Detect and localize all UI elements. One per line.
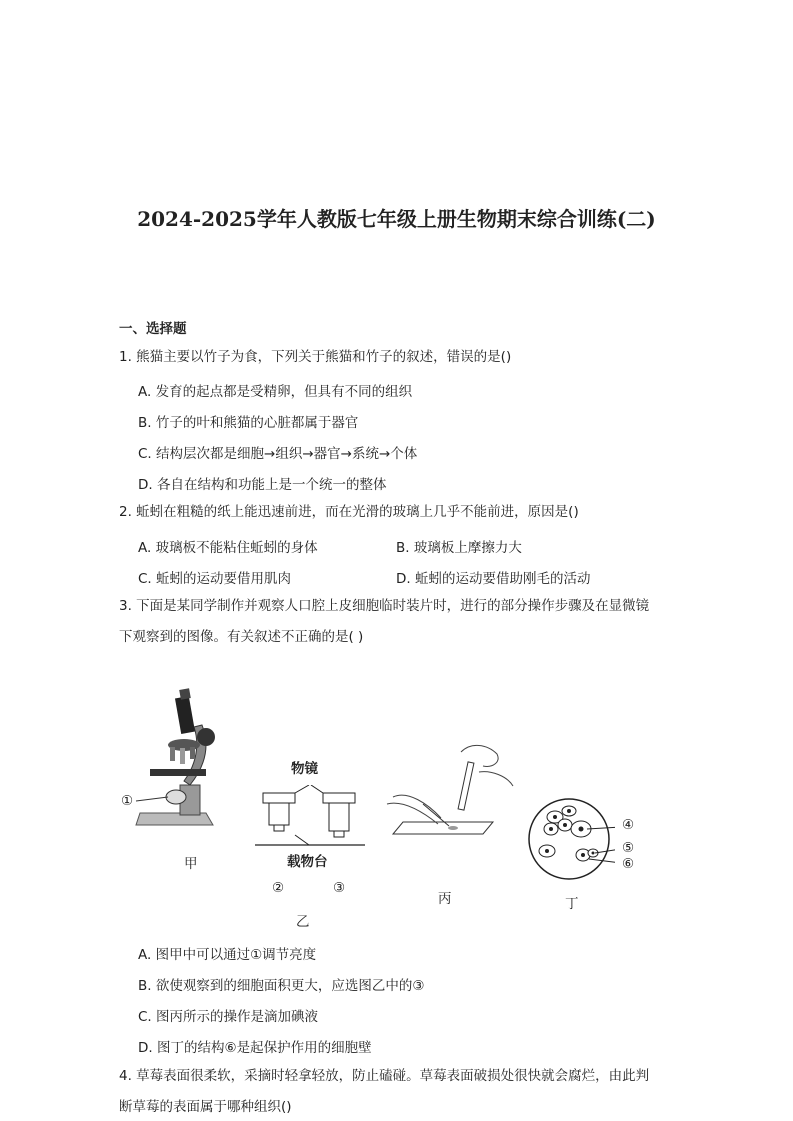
- question-1-option-b: B. 竹子的叶和熊猫的心脏都属于器官: [138, 415, 359, 431]
- question-1-option-d: D. 各自在结构和功能上是一个统一的整体: [138, 477, 387, 493]
- label-3: ③: [333, 880, 346, 896]
- question-1-option-c: C. 结构层次都是细胞→组织→器官→系统→个体: [138, 446, 418, 462]
- section-heading: 一、选择题: [119, 321, 187, 337]
- question-3-option-a: A. 图甲中可以通过①调节亮度: [138, 947, 317, 963]
- question-1-stem: 1. 熊猫主要以竹子为食，下列关于熊猫和竹子的叙述，错误的是(): [119, 349, 512, 365]
- question-2-option-c: C. 蚯蚓的运动要借用肌肉: [138, 571, 292, 587]
- label-5: ⑤: [622, 840, 635, 856]
- question-2-option-b: B. 玻璃板上摩擦力大: [396, 540, 522, 556]
- stage-label: 载物台: [287, 854, 328, 870]
- question-2-option-a: A. 玻璃板不能粘住蚯蚓的身体: [138, 540, 318, 556]
- label-4: ④: [622, 817, 635, 833]
- question-4-stem-line2: 断草莓的表面属于哪种组织(): [119, 1099, 292, 1115]
- label-1: ①: [121, 793, 134, 809]
- page-title: 2024-2025学年人教版七年级上册生物期末综合训练(二): [137, 207, 656, 231]
- figure-bing-dropper: [383, 742, 518, 842]
- figure-yi-label: 乙: [296, 914, 310, 930]
- question-3-option-c: C. 图丙所示的操作是滴加碘液: [138, 1009, 319, 1025]
- figure-jia-microscope: [118, 685, 228, 835]
- question-2-stem: 2. 蚯蚓在粗糙的纸上能迅速前进，而在光滑的玻璃上几乎不能前进，原因是(): [119, 504, 579, 520]
- label-6: ⑥: [622, 856, 635, 872]
- figure-jia-label: 甲: [184, 856, 198, 872]
- figure-yi-objectives: [255, 785, 365, 855]
- label-2: ②: [272, 880, 285, 896]
- figure-ding-cells: [525, 795, 615, 885]
- question-2-option-d: D. 蚯蚓的运动要借助刚毛的活动: [396, 571, 591, 587]
- question-3-option-d: D. 图丁的结构⑥是起保护作用的细胞壁: [138, 1040, 372, 1056]
- figure-ding-label: 丁: [565, 896, 579, 912]
- figure-bing-label: 丙: [438, 891, 452, 907]
- question-3-option-b: B. 欲使观察到的细胞面积更大，应选图乙中的③: [138, 978, 425, 994]
- question-3-stem-line2: 下观察到的图像。有关叙述不正确的是( ): [119, 629, 364, 645]
- objective-label: 物镜: [291, 761, 318, 777]
- question-1-option-a: A. 发育的起点都是受精卵，但具有不同的组织: [138, 384, 413, 400]
- question-4-stem-line1: 4. 草莓表面很柔软，采摘时轻拿轻放，防止磕碰。草莓表面破损处很快就会腐烂，由此判: [119, 1068, 650, 1084]
- question-3-stem-line1: 3. 下面是某同学制作并观察人口腔上皮细胞临时装片时，进行的部分操作步骤及在显微镜: [119, 598, 650, 614]
